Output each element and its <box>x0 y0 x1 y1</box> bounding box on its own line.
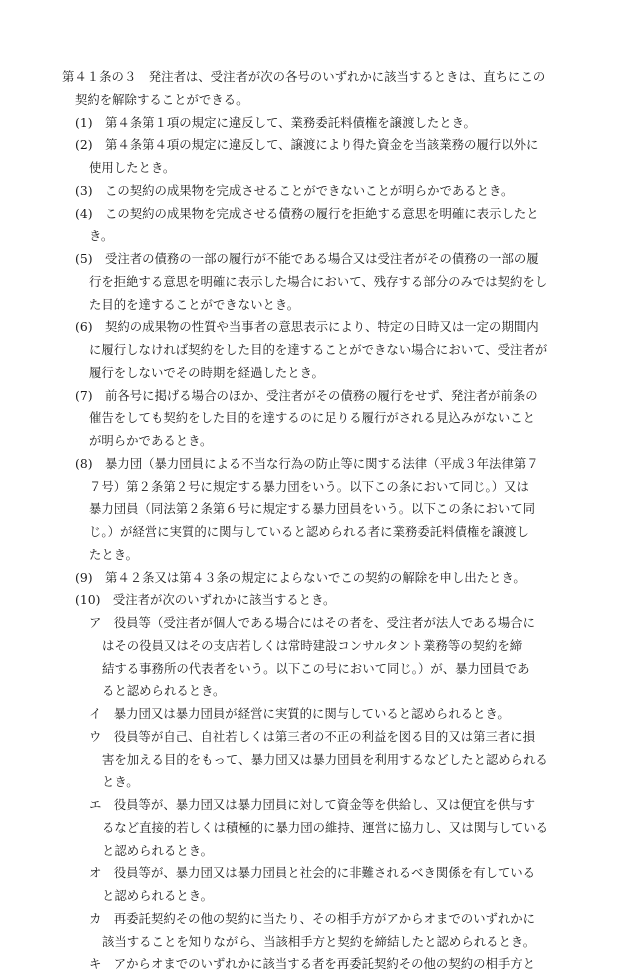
text-line: た目的を達することができないとき。 <box>89 296 300 312</box>
text-line: はその役員又はその支店若しくは常時建設コンサルタント業務等の契約を締 <box>102 637 523 653</box>
text-line: ア 役員等（受注者が個人である場合にはその者を、受注者が法人である場合に <box>89 615 536 630</box>
text-line: (4) この契約の成果物を完成させる債務の履行を拒絶する意思を明確に表示したと <box>75 205 539 221</box>
text-line: ７号）第２条第２号に規定する暴力団をいう。以下この条において同じ。）又は <box>89 478 529 494</box>
text-line: 使用したとき。 <box>89 160 176 175</box>
text-line: イ 暴力団又は暴力団員が経営に実質的に関与していると認められるとき。 <box>89 706 510 721</box>
text-line: 該当することを知りながら、当該相手方と契約を締結したと認められるとき。 <box>102 933 536 949</box>
text-line: が明らかであるとき。 <box>89 433 213 448</box>
text-line: に履行しなければ契約をした目的を達することができない場合において、受注者が <box>89 342 548 357</box>
text-line: るなど直接的若しくは積極的に暴力団の維持、運営に協力し、又は関与している <box>102 819 549 835</box>
text-line: ウ 役員等が自己、自社若しくは第三者の不正の利益を図る目的又は第三者に損 <box>89 728 536 744</box>
text-line: ると認められるとき。 <box>102 683 226 699</box>
text-line: 結する事務所の代表者をいう。以下この号において同じ。）が、暴力団員であ <box>102 660 530 676</box>
text-line: 第４１条の３ 発注者は、受注者が次の各号のいずれかに該当するときは、直ちにこの <box>62 69 546 84</box>
text-line: (9) 第４２条又は第４３条の規定によらないでこの契約の解除を申し出たとき。 <box>75 569 526 585</box>
text-line: と認められるとき。 <box>102 888 214 903</box>
text-line: (6) 契約の成果物の性質や当事者の意思表示により、特定の日時又は一定の期間内 <box>75 319 539 335</box>
text-line: 行を拒絶する意思を明確に表示した場合において、残存する部分のみでは契約をし <box>89 273 548 289</box>
text-line: エ 役員等が、暴力団又は暴力団員に対して資金等を供給し、又は便宜を供与す <box>89 797 536 812</box>
text-line: 契約を解除することができる。 <box>75 91 249 107</box>
text-line: (10) 受注者が次のいずれかに該当するとき。 <box>75 592 336 608</box>
text-line: (1) 第４条第１項の規定に違反して、業務委託料債権を譲渡したとき。 <box>75 114 476 130</box>
text-line: (3) この契約の成果物を完成させることができないことが明らかであるとき。 <box>75 182 514 198</box>
text-line: 履行をしないでその時期を経過したとき。 <box>89 364 324 380</box>
text-line: (5) 受注者の債務の一部の履行が不能である場合又は受注者がその債務の一部の履 <box>75 251 539 266</box>
text-line: キ アからオまでのいずれかに該当する者を再委託契約その他の契約の相手方と <box>89 956 536 972</box>
text-line: と認められるとき。 <box>102 842 214 858</box>
text-line: とき。 <box>102 774 139 790</box>
text-line: たとき。 <box>89 546 139 562</box>
text-line: 害を加える目的をもって、暴力団又は暴力団員を利用するなどしたと認められる <box>102 751 548 767</box>
text-line: (8) 暴力団（暴力団員による不当な行為の防止等に関する法律（平成３年法律第７ <box>75 455 539 471</box>
text-line: (7) 前各号に掲げる場合のほか、受注者がその債務の履行をせず、発注者が前条の <box>75 387 538 403</box>
text-line: オ 役員等が、暴力団又は暴力団員と社会的に非難されるべき関係を有している <box>89 865 536 881</box>
article-41-3-text <box>0 66 630 976</box>
text-line: 催告をしても契約をした目的を達するのに足りる履行がされる見込みがないこと <box>89 410 536 426</box>
text-line: じ。）が経営に実質的に関与していると認められる者に業務委託料債権を譲渡し <box>89 524 529 539</box>
text-line: カ 再委託契約その他の契約に当たり、その相手方がアからオまでのいずれかに <box>89 910 536 926</box>
text-line: (2) 第４条第４項の規定に違反して、譲渡により得た資金を当該業務の履行以外に <box>75 137 539 153</box>
text-line: き。 <box>89 228 114 244</box>
text-line: 暴力団員（同法第２条第６号に規定する暴力団員をいう。以下この条において同 <box>89 501 536 517</box>
